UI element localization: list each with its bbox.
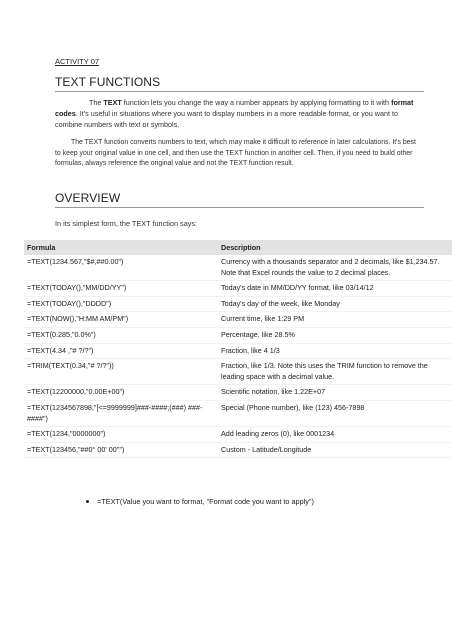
table-row [24,385,452,401]
formula-cell: =TEXT(123456,"##0° 00' 00''") [24,442,215,458]
table-row [24,312,452,328]
description-cell: Fraction, like 4 1/3 [215,343,452,359]
formula-cell: =TEXT(1234,"0000000") [24,427,215,443]
table-row [24,296,452,312]
bullet-icon [86,500,89,503]
note-text: The TEXT function converts numbers to text, which may make it difficult to reference in later calculations. It's best to keep your original value in one cell, and then use the TEXT function in another cell. Then, if you need to build other formulas, always reference the original value and not the TEXT function result. [55,139,416,167]
description-cell: Today's date in MM/DD/YY format, like 03/14/12 [215,281,452,297]
description-cell: Currency with a thousands separator and 2 decimals, like $1,234.57. Note that Excel rounds the value to 2 decimal places. [215,255,452,281]
description-cell: Add leading zeros (0), like 0001234 [215,427,452,443]
table-row [24,359,452,385]
para1-text-1: The [89,98,104,107]
formula-cell: =TEXT(TODAY(),"MM/DD/YY") [24,281,215,297]
table-row [24,327,452,343]
formula-cell: =TEXT(TODAY(),"DDDD") [24,296,215,312]
table-header-row [24,240,452,255]
formula-cell: =TEXT(1234567898,"[<=9999999]###-####;(###) ###-####") [24,400,215,426]
formula-cell: =TRIM(TEXT(0.34,"# ?/?")) [24,359,215,385]
table-row [24,343,452,359]
heading-rule [55,207,424,208]
description-cell: Custom - Latitude/Longitude [215,442,452,458]
formula-cell: =TEXT(0.285,"0.0%") [24,327,215,343]
formula-cell: =TEXT(4.34 ,"# ?/?") [24,343,215,359]
heading-overview: OVERVIEW [55,191,121,205]
para1-bold-1: TEXT [103,98,122,107]
table-row [24,281,452,297]
syntax-text: =TEXT(Value you want to format, "Format code you want to apply") [97,497,314,506]
description-cell: Percentage, like 28.5% [215,327,452,343]
heading-rule [55,91,424,92]
syntax-bullet [86,497,314,506]
para1-bold-2: format codes [55,98,414,118]
activity-label: ACTIVITY 07 [55,57,100,66]
para1-text-2: function lets you change the way a number appears by applying formatting to it with [121,98,392,107]
description-cell: Today's day of the week, like Monday [215,296,452,312]
table-row [24,427,452,443]
table-row [24,442,452,458]
formula-table [24,240,452,458]
description-cell: Special (Phone number), like (123) 456-7898 [215,400,452,426]
overview-intro: In its simplest form, the TEXT function says: [55,219,198,228]
table-row [24,400,452,426]
note-paragraph [55,138,423,170]
intro-paragraph [55,97,425,130]
para1-text-3: . It's useful in situations where you want to display numbers in a more readable format, or you want to combine numbers with text or symbols. [55,109,398,129]
formula-cell: =TEXT(12200000,"0.00E+00") [24,385,215,401]
description-cell: Fraction, like 1/3. Note this uses the TRIM function to remove the leading space with a decimal value. [215,359,452,385]
heading-text-functions: TEXT FUNCTIONS [55,75,161,89]
description-cell: Current time, like 1:29 PM [215,312,452,328]
formula-cell: =TEXT(1234.567,"$#,##0.00") [24,255,215,281]
formula-cell: =TEXT(NOW(),"H:MM AM/PM") [24,312,215,328]
table-row [24,255,452,281]
description-cell: Scientific notation, like 1.22E+07 [215,385,452,401]
column-header-description: Description [215,240,452,255]
column-header-formula: Formula [24,240,215,255]
